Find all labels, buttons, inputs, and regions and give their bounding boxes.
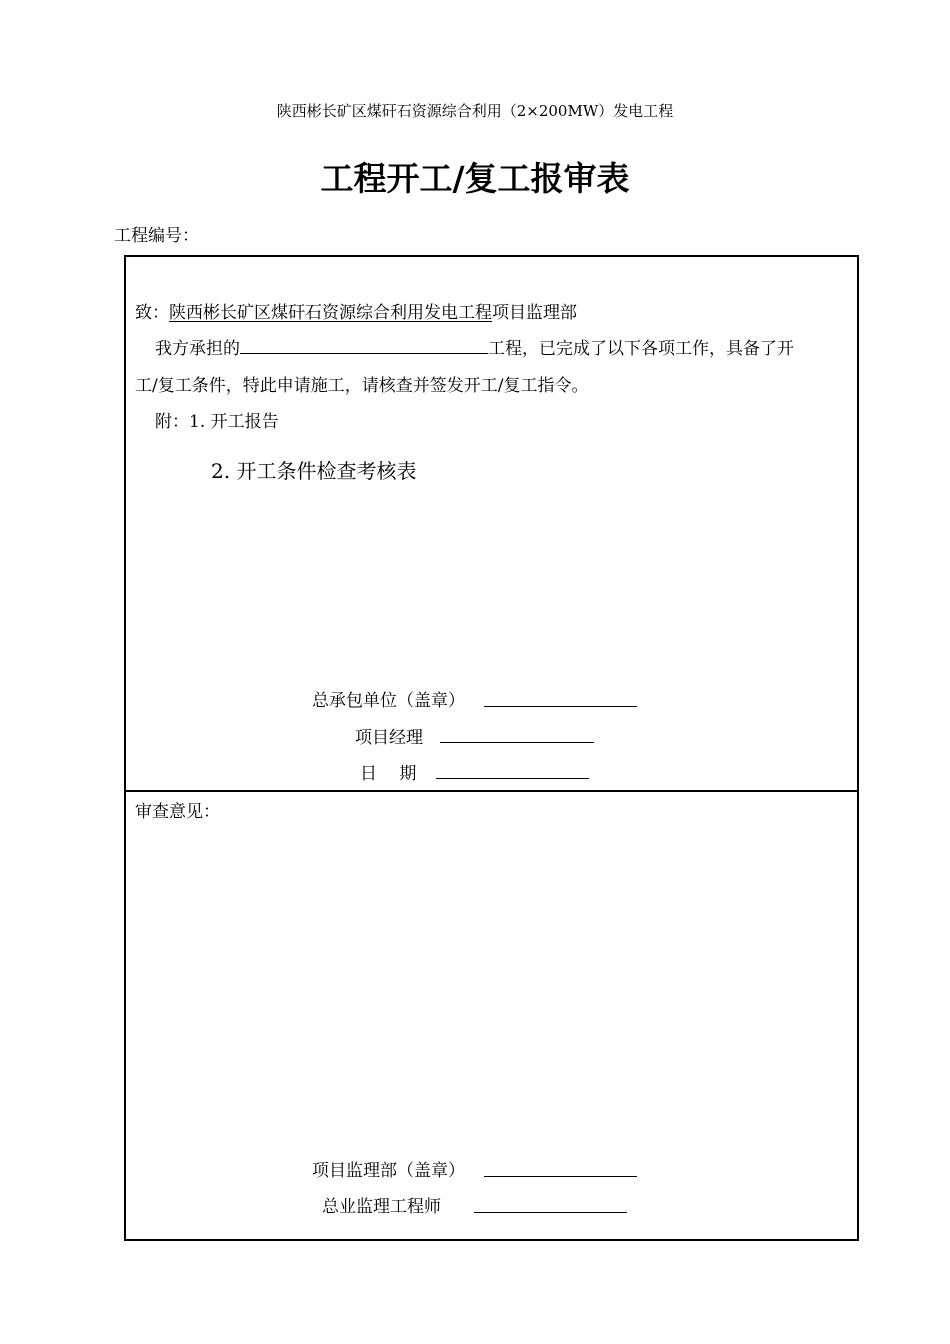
chief-engineer-label: 总业监理工程师 — [322, 1197, 441, 1217]
supervision-seal-label: 项目监理部（盖章） — [312, 1161, 465, 1181]
body-line-1 — [155, 334, 794, 359]
project-manager-label: 项目经理 — [355, 728, 423, 748]
addressee-prefix: 致： — [135, 303, 169, 323]
review-opinion-label: 审查意见： — [135, 802, 220, 822]
project-number-label: 工程编号： — [114, 226, 199, 246]
chief-engineer-blank[interactable] — [474, 1212, 627, 1213]
body-line-2: 工/复工条件，特此申请施工，请核查并签发开工/复工指令。 — [135, 376, 589, 396]
addressee-recipient: 陕西彬长矿区煤矸石资源综合利用发电工程 — [169, 303, 492, 323]
document-subtitle: 陕西彬长矿区煤矸石资源综合利用（2×200MW）发电工程 — [276, 102, 674, 120]
addressee-line — [135, 298, 577, 323]
project-manager-blank[interactable] — [440, 742, 594, 743]
form-table — [124, 255, 859, 1241]
body-text-start: 我方承担的 — [155, 339, 240, 359]
contractor-seal-blank[interactable] — [484, 706, 637, 707]
project-name-blank[interactable] — [240, 336, 488, 354]
attachment-1: 附：1. 开工报告 — [155, 412, 279, 432]
body-text-end: 工程，已完成了以下各项工作，具备了开 — [488, 339, 794, 359]
attachment-2: 2. 开工条件检查考核表 — [211, 459, 417, 483]
contractor-seal-label: 总承包单位（盖章） — [312, 691, 465, 711]
date-blank[interactable] — [436, 778, 589, 779]
section-divider — [126, 790, 857, 792]
date-label: 日 期 — [360, 764, 417, 784]
document-title: 工程开工/复工报审表 — [320, 159, 630, 198]
supervision-seal-blank[interactable] — [484, 1176, 637, 1177]
addressee-suffix: 项目监理部 — [492, 303, 577, 323]
